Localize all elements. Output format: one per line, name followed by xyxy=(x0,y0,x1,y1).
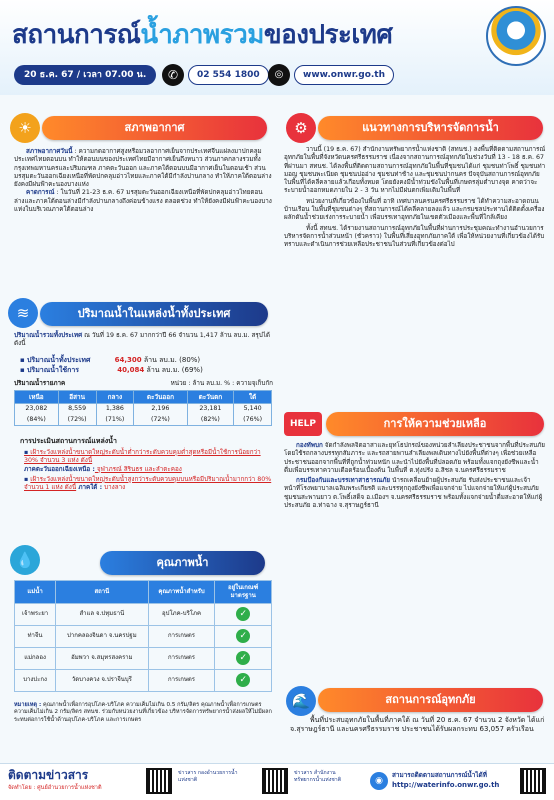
region-percent: (72%) xyxy=(134,415,187,426)
quality-ok xyxy=(215,603,272,625)
check-icon: ✓ xyxy=(236,629,250,643)
region-percent: (84%) xyxy=(15,415,59,426)
quality-row xyxy=(15,625,272,647)
water-logo-icon: ◉ xyxy=(370,772,388,790)
quality-station: วัดบางควง จ.ปราจีนบุรี xyxy=(56,669,149,691)
quality-row xyxy=(15,669,272,691)
quality-use: การเกษตร xyxy=(148,647,215,669)
quality-use: การเกษตร xyxy=(148,625,215,647)
total-volume-row: ▪ ปริมาณน้ำทั้งประเทศ 64,300 ล้าน ลบ.ม. (80%) xyxy=(20,356,270,365)
assess-heading: การประเมินสถานการณ์แหล่งน้ำ xyxy=(20,437,117,445)
qr2-label: ข่าวสาร สำนักงานทรัพยากรน้ำแห่งชาติ xyxy=(294,770,342,783)
col-use: คุณภาพน้ำสำหรับ xyxy=(148,581,215,604)
check-icon: ✓ xyxy=(236,673,250,687)
col-station: สถานี xyxy=(56,581,149,604)
col-river: แม่น้ำ xyxy=(15,581,56,604)
qr-code-2[interactable] xyxy=(262,768,288,794)
region-header: ตะวันตก xyxy=(187,391,234,404)
check-icon: ✓ xyxy=(236,651,250,665)
footer-right-title: สามารถติดตามสถานการณ์น้ำได้ที่ xyxy=(392,771,487,779)
quality-row xyxy=(15,647,272,669)
quality-row xyxy=(15,603,272,625)
region-value: 8,559 xyxy=(58,404,96,415)
date-pill: 20 ธ.ค. 67 / เวลา 07.00 น. xyxy=(14,65,156,85)
footer-title: ติดตามข่าวสาร xyxy=(8,768,89,782)
region-value: 23,181 xyxy=(187,404,234,415)
quality-station: ปากคลองจินดา จ.นครปฐม xyxy=(56,625,149,647)
region-header: ตะวันออก xyxy=(134,391,187,404)
flood-text: พื้นที่ประสบอุทกภัยในพื้นที่ภาคใต้ ณ วันที่ 20 ธ.ค. 67 จำนวน 2 จังหวัด ได้แก่ จ.สุราษฎร์ธานี และนครศรีธรรมราช ประชาชนได้รับผลกระทบ 63,057 ครัวเรือน xyxy=(290,716,545,734)
help-heading: การให้ความช่วยเหลือ xyxy=(326,412,544,436)
water-volume-heading: ปริมาณน้ำในแหล่งน้ำทั้งประเทศ xyxy=(40,302,268,326)
website-link[interactable]: www.onwr.go.th xyxy=(294,65,394,85)
footer-subtitle: จัดทำโดย : ศูนย์อำนวยการน้ำแห่งชาติ xyxy=(8,785,102,791)
check-icon: ✓ xyxy=(236,607,250,621)
water-volume-intro: ปริมาณน้ำรวมทั้งประเทศ ณ วันที่ 19 ธ.ค. 67 มากกว่าปี 66 จำนวน 1,417 ล้าน ลบ.ม. สรุปได้ดังนี้ xyxy=(14,332,271,348)
usable-volume-row: ▪ ปริมาณน้ำใช้การ 40,084 ล้าน ลบ.ม. (69%) xyxy=(20,366,270,375)
qr1-label: ข่าวสาร กองอำนวยการน้ำแห่งชาติ xyxy=(178,770,238,783)
qr-code-3[interactable] xyxy=(520,768,546,794)
region-percent: (72%) xyxy=(58,415,96,426)
phone-number[interactable]: 02 554 1800 xyxy=(188,65,269,85)
quality-ok xyxy=(215,647,272,669)
quality-ok xyxy=(215,669,272,691)
quality-ok xyxy=(215,625,272,647)
regional-table xyxy=(14,390,272,426)
flood-icon: 🌊 xyxy=(286,686,316,716)
region-header: อีสาน xyxy=(58,391,96,404)
region-value: 2,196 xyxy=(134,404,187,415)
quality-table xyxy=(14,580,272,692)
quality-river: บางปะกง xyxy=(15,669,56,691)
weather-text: สภาพอากาศวันนี้ : ความกดอากาศสูงหรือมวลอากาศเย็นจากประเทศจีนแผ่ลงมาปกคลุมประเทศไทยตอนบน ทำให้ตอนบนของประเทศไทยมีอากาศเย็นถึงหนาว ส่วนภาคกลางรวมทั้งกรุงเทพมหานครและปริมณฑล ภาคตะวันออก และภาคใต้ตอนบนมีอากาศเย็นในตอนเช้า ส่วนมรสุมตะวันออกเฉียงเหนือที่พัดปกคลุมอ่าวไทยและภาคใต้มีกำลังปานกลาง ทำให้ภาคใต้ตอนล่างยังคงมีฝนฟ้าคะนองบางแห่ง คาดการณ์ : ในวันที่ 21-23 ธ.ค. 67 มรสุมตะวันออกเฉียงเหนือที่พัดปกคลุมอ่าวไทยตอนล่างและภาคใต้ตอนล่างมีกำลังปานกลางถึงค่อนข้างแรง ตลอดช่วง ทำให้ยังคงมีฝนฟ้าคะนองบางแห่งในบริเวณภาคใต้ตอนล่าง xyxy=(14,148,272,214)
regional-unit: หน่วย : ล้าน ลบ.ม. % : ความจุเก็บกัก xyxy=(170,380,273,387)
management-text: วานนี้ (19 ธ.ค. 67) สำนักงานทรัพยากรน้ำแห่งชาติ (สทนช.) ลงพื้นที่ติดตามสถานการณ์อุทกภัยในพื้นที่จังหวัดนครศรีธรรมราช เนื่องจากสถานการณ์อุทกภัยในช่วงวันที่ 13 - 18 ธ.ค. 67 ที่ผ่านมา สทนช. ได้ลงพื้นที่ติดตามสถานการณ์อุทกภัยในพื้นที่ชุมชนได้แก่ ชุมชนท่าโพธิ์ ชุมชนท่ามอญ ชุมชนพะเนียด ชุมชนบ่ออ่าง ชุมชนท่าช้าง และชุมชนปากนคร ปัจจุบันสถานการณ์อุทกภัยในพื้นที่ได้คลี่คลายแล้วเกือบทั้งหมด โดยยังคงมีน้ำท่วมขังในพื้นที่เกษตรลุ่มต่ำบางจุด คาดว่าจะระบายน้ำออกหมดภายใน 2 - 3 วัน หากไม่มีฝนตกเพิ่มเติมในพื้นที่ หน่วยงานที่เกี่ยวข้องในพื้นที่ อาทิ เทศบาลนครนครศรีธรรมราช ได้ทำความสะอาดถนน บ้านเรือน ในพื้นที่ชุมชนต่างๆ ที่สถานการณ์ได้คลี่คลายลงแล้ว และกรมชลประทานได้ติดตั้งเครื่องผลักดันน้ำช่วยเร่งการระบายน้ำ เพื่อบรรเทาอุทกภัยในเขตตัวเมืองและพื้นที่ใกล้เคียง ทั้งนี้ สทนช. ได้รายงานสถานการณ์อุทกภัยในพื้นที่ผ่านการประชุมคณะทำงานอำนวยการบริหารจัดการน้ำส่วนหน้า (ชั่วคราว) ในพื้นที่เสี่ยงอุทกภัยภาคใต้ เพื่อให้หน่วยงานที่เกี่ยวข้องได้รับทราบและดำเนินการช่วยเหลือประชาชนในส่วนที่เกี่ยวข้องต่อไป xyxy=(284,146,546,249)
management-icon: ⚙ xyxy=(286,113,316,143)
water-drop-icon: 💧 xyxy=(10,545,40,575)
management-heading: แนวทางการบริหารจัดการน้ำ xyxy=(318,116,543,140)
flood-heading: สถานการณ์อุทกภัย xyxy=(318,688,543,712)
region-percent: (76%) xyxy=(234,415,272,426)
weather-icon: ☀ xyxy=(10,113,40,143)
region-value: 1,386 xyxy=(96,404,134,415)
region-value: 23,082 xyxy=(15,404,59,415)
region-percent: (82%) xyxy=(187,415,234,426)
assess-low: ▪ เฝ้าระวังแหล่งน้ำขนาดใหญ่ระดับน้ำต่ำกว่าระดับควบคุมต่ำสุดหรือมีน้ำใช้การน้อยกว่า 30% จำนวน 3 แห่ง ดังนี้ ภาคตะวันออกเฉียงเหนือ : จุฬาภรณ์ สิรินธร และลำตะคอง ▪ เฝ้าระวังแหล่งน้ำขนาดใหญ่ระดับน้ำสูงกว่าระดับควบคุมบนหรือมีปริมาณน้ำมากกว่า 80% จำนวน 1 แห่ง ดังนี้ ภาคใต้ : บางลาง xyxy=(24,449,274,492)
col-ok: อยู่ในเกณฑ์มาตรฐาน xyxy=(215,581,272,604)
region-header: กลาง xyxy=(96,391,134,404)
globe-icon: ◎ xyxy=(268,64,290,86)
page-title: สถานการณ์น้ำภาพรวมของประเทศ xyxy=(12,20,393,50)
region-percent: (71%) xyxy=(96,415,134,426)
onwr-logo xyxy=(486,6,546,66)
weather-heading: สภาพอากาศ xyxy=(42,116,267,140)
quality-river: แม่กลอง xyxy=(15,647,56,669)
quality-heading: คุณภาพน้ำ xyxy=(100,551,265,575)
quality-station: อัมพวา จ.สมุทรสงคราม xyxy=(56,647,149,669)
region-header: เหนือ xyxy=(15,391,59,404)
quality-river: ท่าจีน xyxy=(15,625,56,647)
quality-note: หมายเหตุ : คุณภาพน้ำเพื่อการอุปโภค-บริโภค ความเค็มไม่เกิน 0.5 กรัม/ลิตร คุณภาพน้ำเพื่อการเกษตร ความเค็มไม่เกิน 2 กรัม/ลิตร สทนช. ร่วมกับหน่วยงานที่เกี่ยวข้อง บริหารจัดการทรัพยากรน้ำส่งผลให้ไม่มีผลกระทบต่อการใช้น้ำด้านอุปโภค-บริโภค และการเกษตร xyxy=(14,702,272,723)
quality-use: อุปโภค-บริโภค xyxy=(148,603,215,625)
regional-caption: ปริมาณน้ำรายภาค xyxy=(14,380,66,387)
qr-code-1[interactable] xyxy=(146,768,172,794)
dam-icon: ≋ xyxy=(8,298,38,328)
quality-station: สำแล จ.ปทุมธานี xyxy=(56,603,149,625)
help-badge: HELP xyxy=(284,412,322,436)
quality-use: การเกษตร xyxy=(148,669,215,691)
quality-river: เจ้าพระยา xyxy=(15,603,56,625)
help-text: กองทัพบก จัดกำลังพลจิตอาสาและยุทโธปกรณ์ของหน่วยลำเลียงประชาชนจากพื้นที่ประสบภัย โดยใช้รถกลางบรรทุกสัมภาระ และรถสายพานลำเลียงพลเดินทางไปยังพื้นที่ต่างๆ เพื่อช่วยเหลือประชาชนออกจากพื้นที่ที่ถูกน้ำท่วมหนัก และนำไปยังพื้นที่ปลอดภัย พร้อมทั้งแจกถุงยังชีพและน้ำดื่มเพื่อบรรเทาความเดือดร้อนเบื้องต้น ในพื้นที่ ต.ทุ่งปรัง อ.สิชล จ.นครศรีธรรมราช กรมป้องกันและบรรเทาสาธารณภัย นำรถเคลื่อนย้ายผู้ประสบภัย รับส่งประชาชนและเจ้าหน้าที่โรงพยาบาลเฉลิมพระเกียรติ และบรรทุกถุงยังชีพเพื่อแจกจ่าย ไปแจกจ่ายให้แก่ผู้ประสบภัยชุมชนสะพานยาว ต.โพธิ์เสด็จ อ.เมืองฯ จ.นครศรีธรรมราช พร้อมทั้งแจกจ่ายน้ำดื่มสะอาดให้แก่ผู้ประสบภัย อ.ท่าฉาง จ.สุราษฎร์ธานี xyxy=(284,442,545,510)
footer-url[interactable]: http://waterinfo.onwr.go.th xyxy=(392,781,500,789)
region-header: ใต้ xyxy=(234,391,272,404)
region-value: 5,140 xyxy=(234,404,272,415)
phone-icon: ✆ xyxy=(162,64,184,86)
